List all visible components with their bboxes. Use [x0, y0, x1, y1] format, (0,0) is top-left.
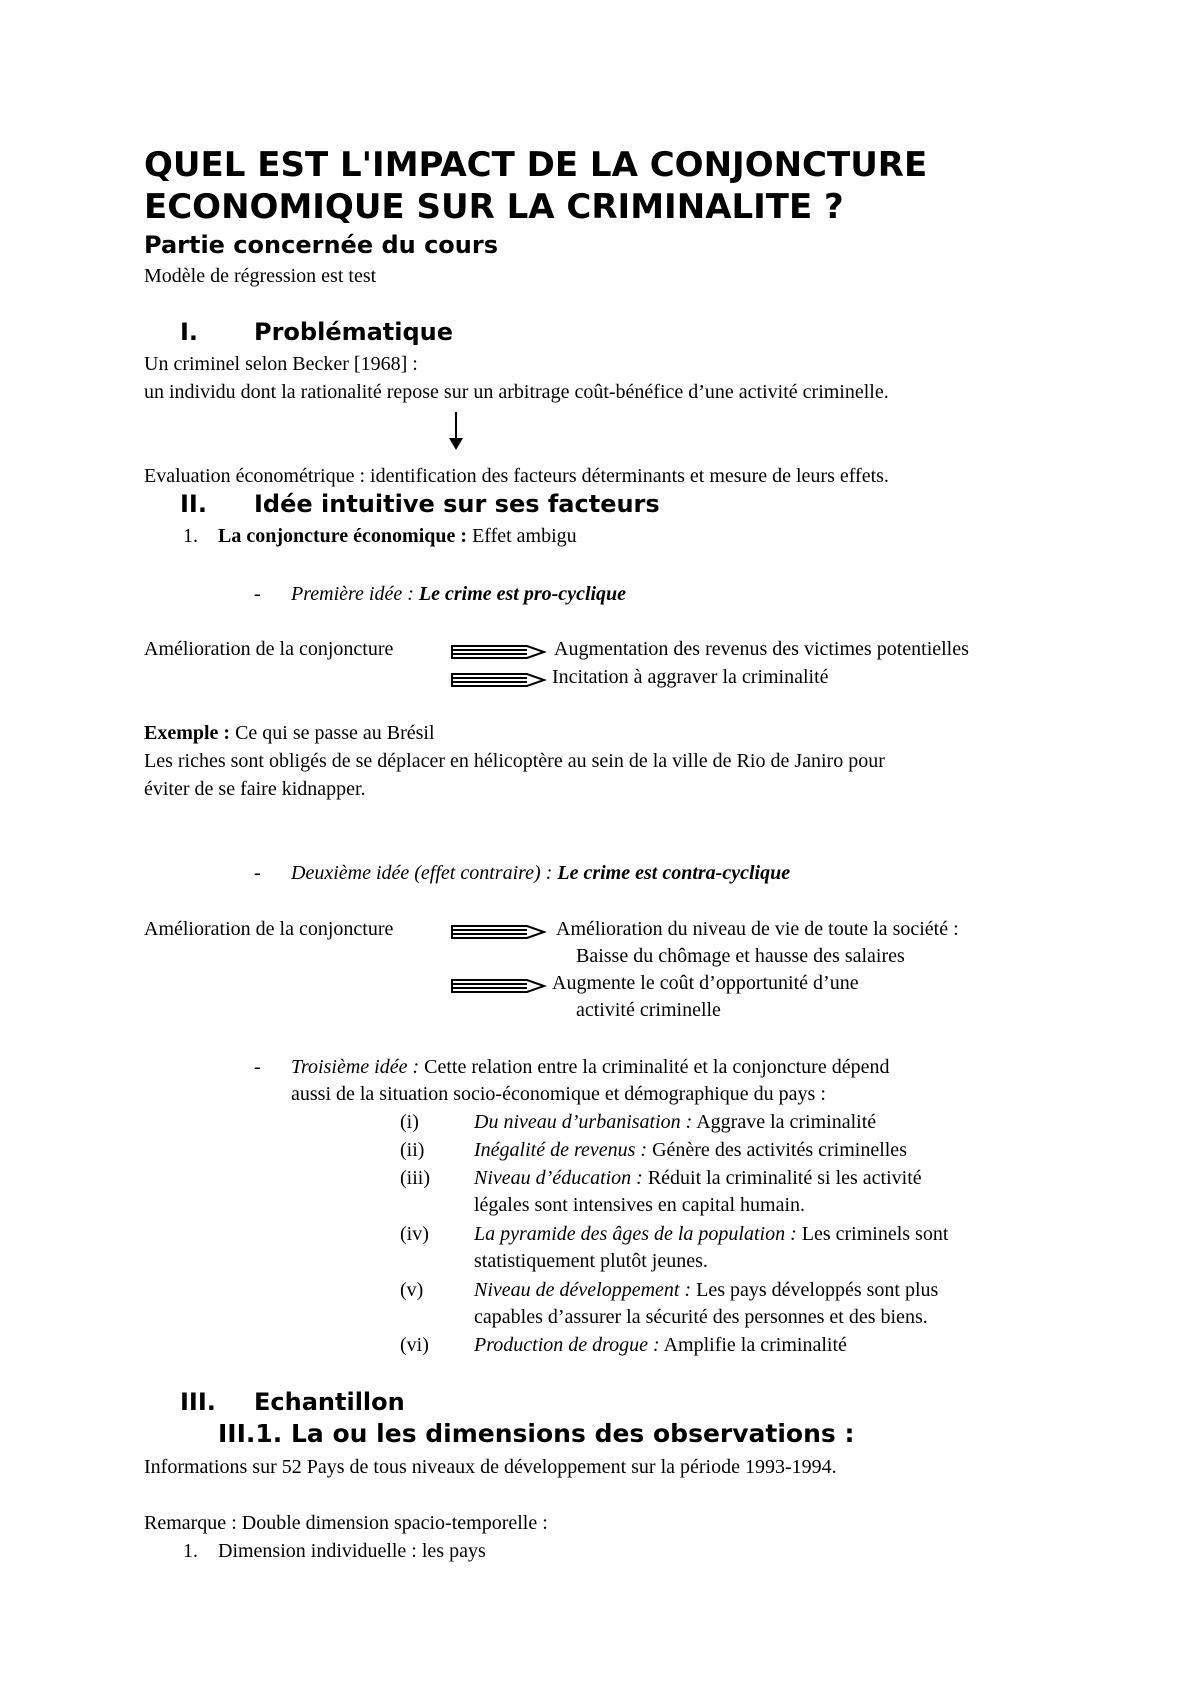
roman-number: (iii) — [400, 1167, 430, 1189]
factor-continuation: capables d’assurer la sécurité des personnes et des biens. — [474, 1306, 928, 1328]
idea-2-claim: Le crime est contra-cyclique — [552, 862, 791, 884]
section-3-line-2: Remarque : Double dimension spacio-temporelle : — [144, 1512, 548, 1534]
idea-3-text-2: aussi de la situation socio-économique et démographique du pays : — [291, 1083, 826, 1105]
page-title-line-1: QUEL EST L'IMPACT DE LA CONJONCTURE — [144, 145, 928, 185]
factor-text: Aggrave la criminalité — [692, 1111, 877, 1133]
bullet-dash: - — [254, 862, 261, 884]
idea-2-cause: Amélioration de la conjoncture — [144, 918, 394, 940]
roman-number: (vi) — [400, 1334, 429, 1356]
factor-continuation: légales sont intensives en capital humain. — [474, 1194, 806, 1216]
bullet-dash: - — [254, 1056, 261, 1078]
idea-2-label: Deuxième idée (effet contraire) : — [291, 862, 553, 884]
example-line-3: éviter de se faire kidnapper. — [144, 778, 366, 800]
factor-text: Génère des activités criminelles — [647, 1139, 907, 1161]
idea-3 — [291, 1057, 889, 1077]
roman-number: (iv) — [400, 1223, 429, 1245]
example-text: Ce qui se passe au Brésil — [230, 722, 435, 744]
idea-1-label: Première idée : — [291, 583, 414, 605]
section-3-subheading: III.1. La ou les dimensions des observations : — [218, 1419, 855, 1448]
factor-item — [474, 1112, 876, 1132]
idea-1-effect-1: Augmentation des revenus des victimes potentielles — [554, 638, 969, 660]
section-1-number: I. — [180, 318, 199, 346]
factor-item — [474, 1224, 948, 1244]
idea-1-claim: Le crime est pro-cyclique — [413, 583, 627, 605]
list-item-label: La conjoncture économique : — [218, 525, 468, 547]
double-arrow-icon — [451, 640, 549, 664]
list-number: 1. — [183, 1540, 198, 1562]
idea-2-effect-2b: activité criminelle — [576, 999, 721, 1021]
factor-text: Amplifie la criminalité — [659, 1334, 847, 1356]
idea-3-label: Troisième idée : — [291, 1056, 420, 1078]
roman-number: (ii) — [400, 1139, 425, 1161]
factor-text: Réduit la criminalité si les activité — [642, 1167, 922, 1189]
factor-continuation: statistiquement plutôt jeunes. — [474, 1250, 708, 1272]
factor-text: Les pays développés sont plus — [691, 1279, 939, 1301]
factor-label: Production de drogue : — [474, 1334, 660, 1356]
section-1-title: Problématique — [254, 318, 454, 346]
factor-label: Niveau de développement : — [474, 1279, 692, 1301]
partie-heading: Partie concernée du cours — [144, 231, 498, 259]
section-3-line-1: Informations sur 52 Pays de tous niveaux de développement sur la période 1993-1994. — [144, 1456, 837, 1478]
double-arrow-icon — [451, 920, 549, 944]
section-2-number: II. — [180, 490, 207, 518]
roman-number: (i) — [400, 1111, 419, 1133]
idea-2 — [291, 863, 790, 883]
section-1-line-3: Evaluation économétrique : identification des facteurs déterminants et mesure de leurs effets. — [144, 465, 889, 487]
down-arrow-icon — [448, 410, 464, 450]
idea-3-text: Cette relation entre la criminalité et la conjoncture dépend — [419, 1056, 890, 1078]
factor-item — [474, 1168, 922, 1188]
double-arrow-icon — [451, 668, 549, 692]
list-item-conjoncture — [218, 526, 577, 546]
bullet-dash: - — [254, 583, 261, 605]
factor-item — [474, 1335, 847, 1355]
section-3-number: III. — [180, 1388, 216, 1416]
partie-text: Modèle de régression est test — [144, 265, 377, 287]
list-number: 1. — [183, 525, 198, 547]
factor-label: Inégalité de revenus : — [474, 1139, 648, 1161]
idea-2-effect-1b: Baisse du chômage et hausse des salaires — [576, 945, 905, 967]
example — [144, 723, 435, 743]
idea-1 — [291, 584, 626, 604]
factor-label: Du niveau d’urbanisation : — [474, 1111, 693, 1133]
factor-item — [474, 1140, 907, 1160]
factor-label: Niveau d’éducation : — [474, 1167, 643, 1189]
section-1-line-2: un individu dont la rationalité repose sur un arbitrage coût-bénéfice d’une activité criminelle. — [144, 381, 889, 403]
dimension-item: Dimension individuelle : les pays — [218, 1540, 486, 1562]
page-title-line-2: ECONOMIQUE SUR LA CRIMINALITE ? — [144, 187, 844, 227]
section-2-title: Idée intuitive sur ses facteurs — [254, 490, 660, 518]
example-label: Exemple : — [144, 722, 231, 744]
example-line-2: Les riches sont obligés de se déplacer en hélicoptère au sein de la ville de Rio de Janiro pour — [144, 750, 885, 772]
section-1-line-1: Un criminel selon Becker [1968] : — [144, 353, 418, 375]
factor-label: La pyramide des âges de la population : — [474, 1223, 797, 1245]
section-3-title: Echantillon — [254, 1388, 405, 1416]
idea-2-effect-1a: Amélioration du niveau de vie de toute la société : — [556, 918, 959, 940]
idea-1-cause: Amélioration de la conjoncture — [144, 638, 394, 660]
double-arrow-icon — [451, 974, 549, 998]
idea-1-effect-2: Incitation à aggraver la criminalité — [552, 666, 829, 688]
factor-item — [474, 1280, 938, 1300]
roman-number: (v) — [400, 1279, 424, 1301]
list-item-text: Effet ambigu — [467, 525, 577, 547]
factor-text: Les criminels sont — [796, 1223, 949, 1245]
idea-2-effect-2a: Augmente le coût d’opportunité d’une — [552, 972, 859, 994]
